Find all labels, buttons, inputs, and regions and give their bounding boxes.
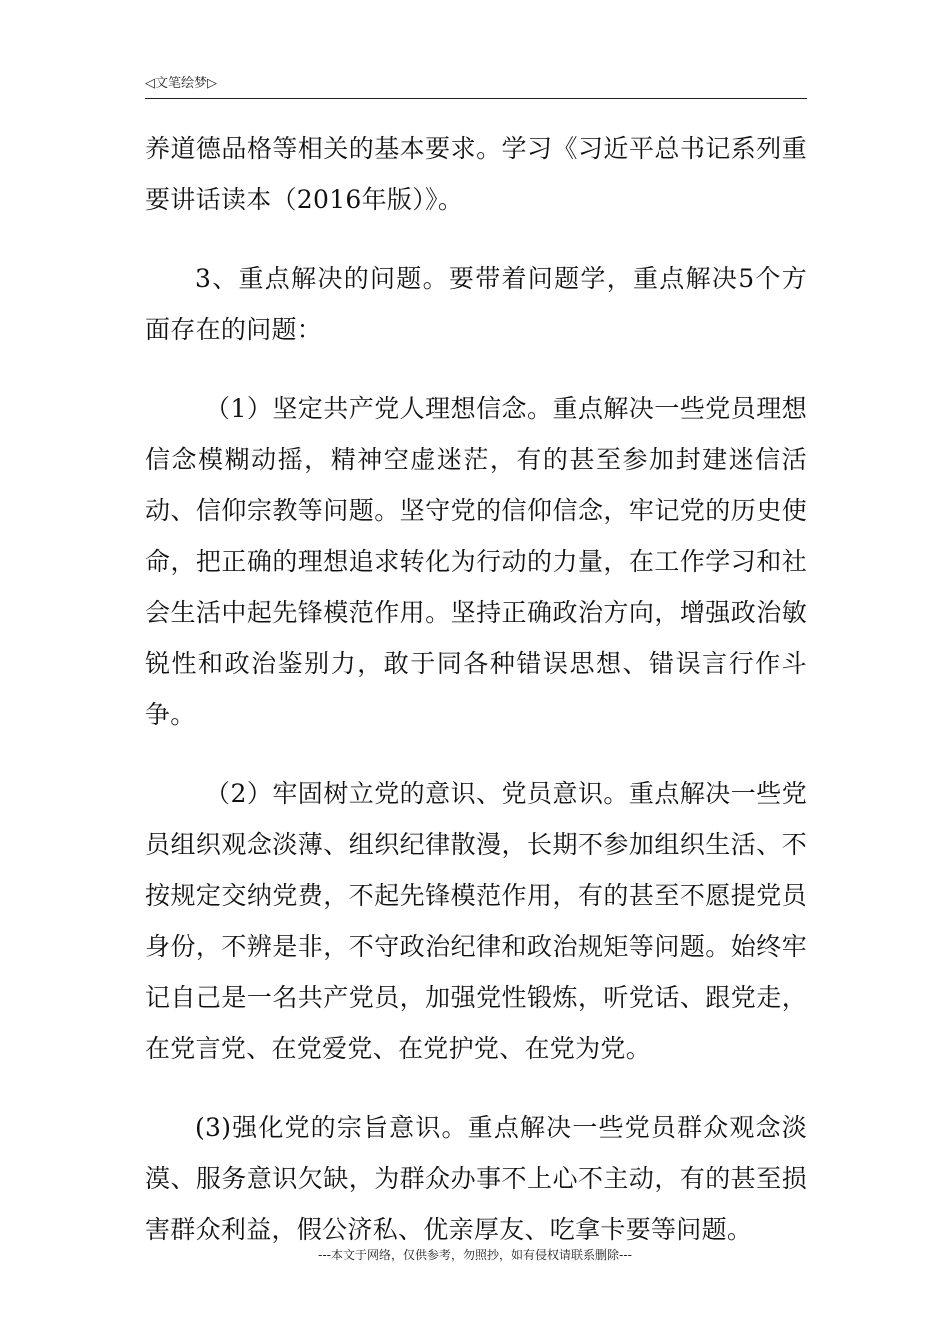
document-body xyxy=(145,123,807,1255)
paragraph-item-1: （1）坚定共产党人理想信念。重点解决一些党员理想信念模糊动摇，精神空虚迷茫，有的甚至参加封建迷信活动、信仰宗教等问题。坚守党的信仰信念，牢记党的历史使命，把正确的理想追求转化为行动的力量，在工作学习和社会生活中起先锋模范作用。坚持正确政治方向，增强政治敏锐性和政治鉴别力，敢于同各种错误思想、错误言行作斗争。 xyxy=(145,394,807,729)
page-header xyxy=(145,72,807,99)
paragraph-problems-intro: 3、重点解决的问题。要带着问题学，重点解决5个方面存在的问题： xyxy=(145,264,807,344)
paragraph-item-2: （2）牢固树立党的意识、党员意识。重点解决一些党员组织观念淡薄、组织纪律散漫，长期不参加组织生活、不按规定交纳党费，不起先锋模范作用，有的甚至不愿提党员身份，不辨是非，不守政治纪律和政治规矩等问题。始终牢记自己是一名共产党员，加强党性锻炼，听党话、跟党走，在党言党、在党爱党、在党护党、在党为党。 xyxy=(145,779,807,1063)
page-footer-disclaimer: ---本文于网络，仅供参考，勿照抄，如有侵权请联系删除--- xyxy=(318,1248,632,1262)
paragraph-continuation: 养道德品格等相关的基本要求。学习《习近平总书记系列重要讲话读本（2016年版）》。 xyxy=(145,134,807,214)
paragraph-item-3: (3)强化党的宗旨意识。重点解决一些党员群众观念淡漠、服务意识欠缺，为群众办事不上心不主动，有的甚至损害群众利益，假公济私、优亲厚友、吃拿卡要等问题。 xyxy=(145,1113,807,1244)
header-title: ◁文笔绘梦▷ xyxy=(145,76,217,91)
